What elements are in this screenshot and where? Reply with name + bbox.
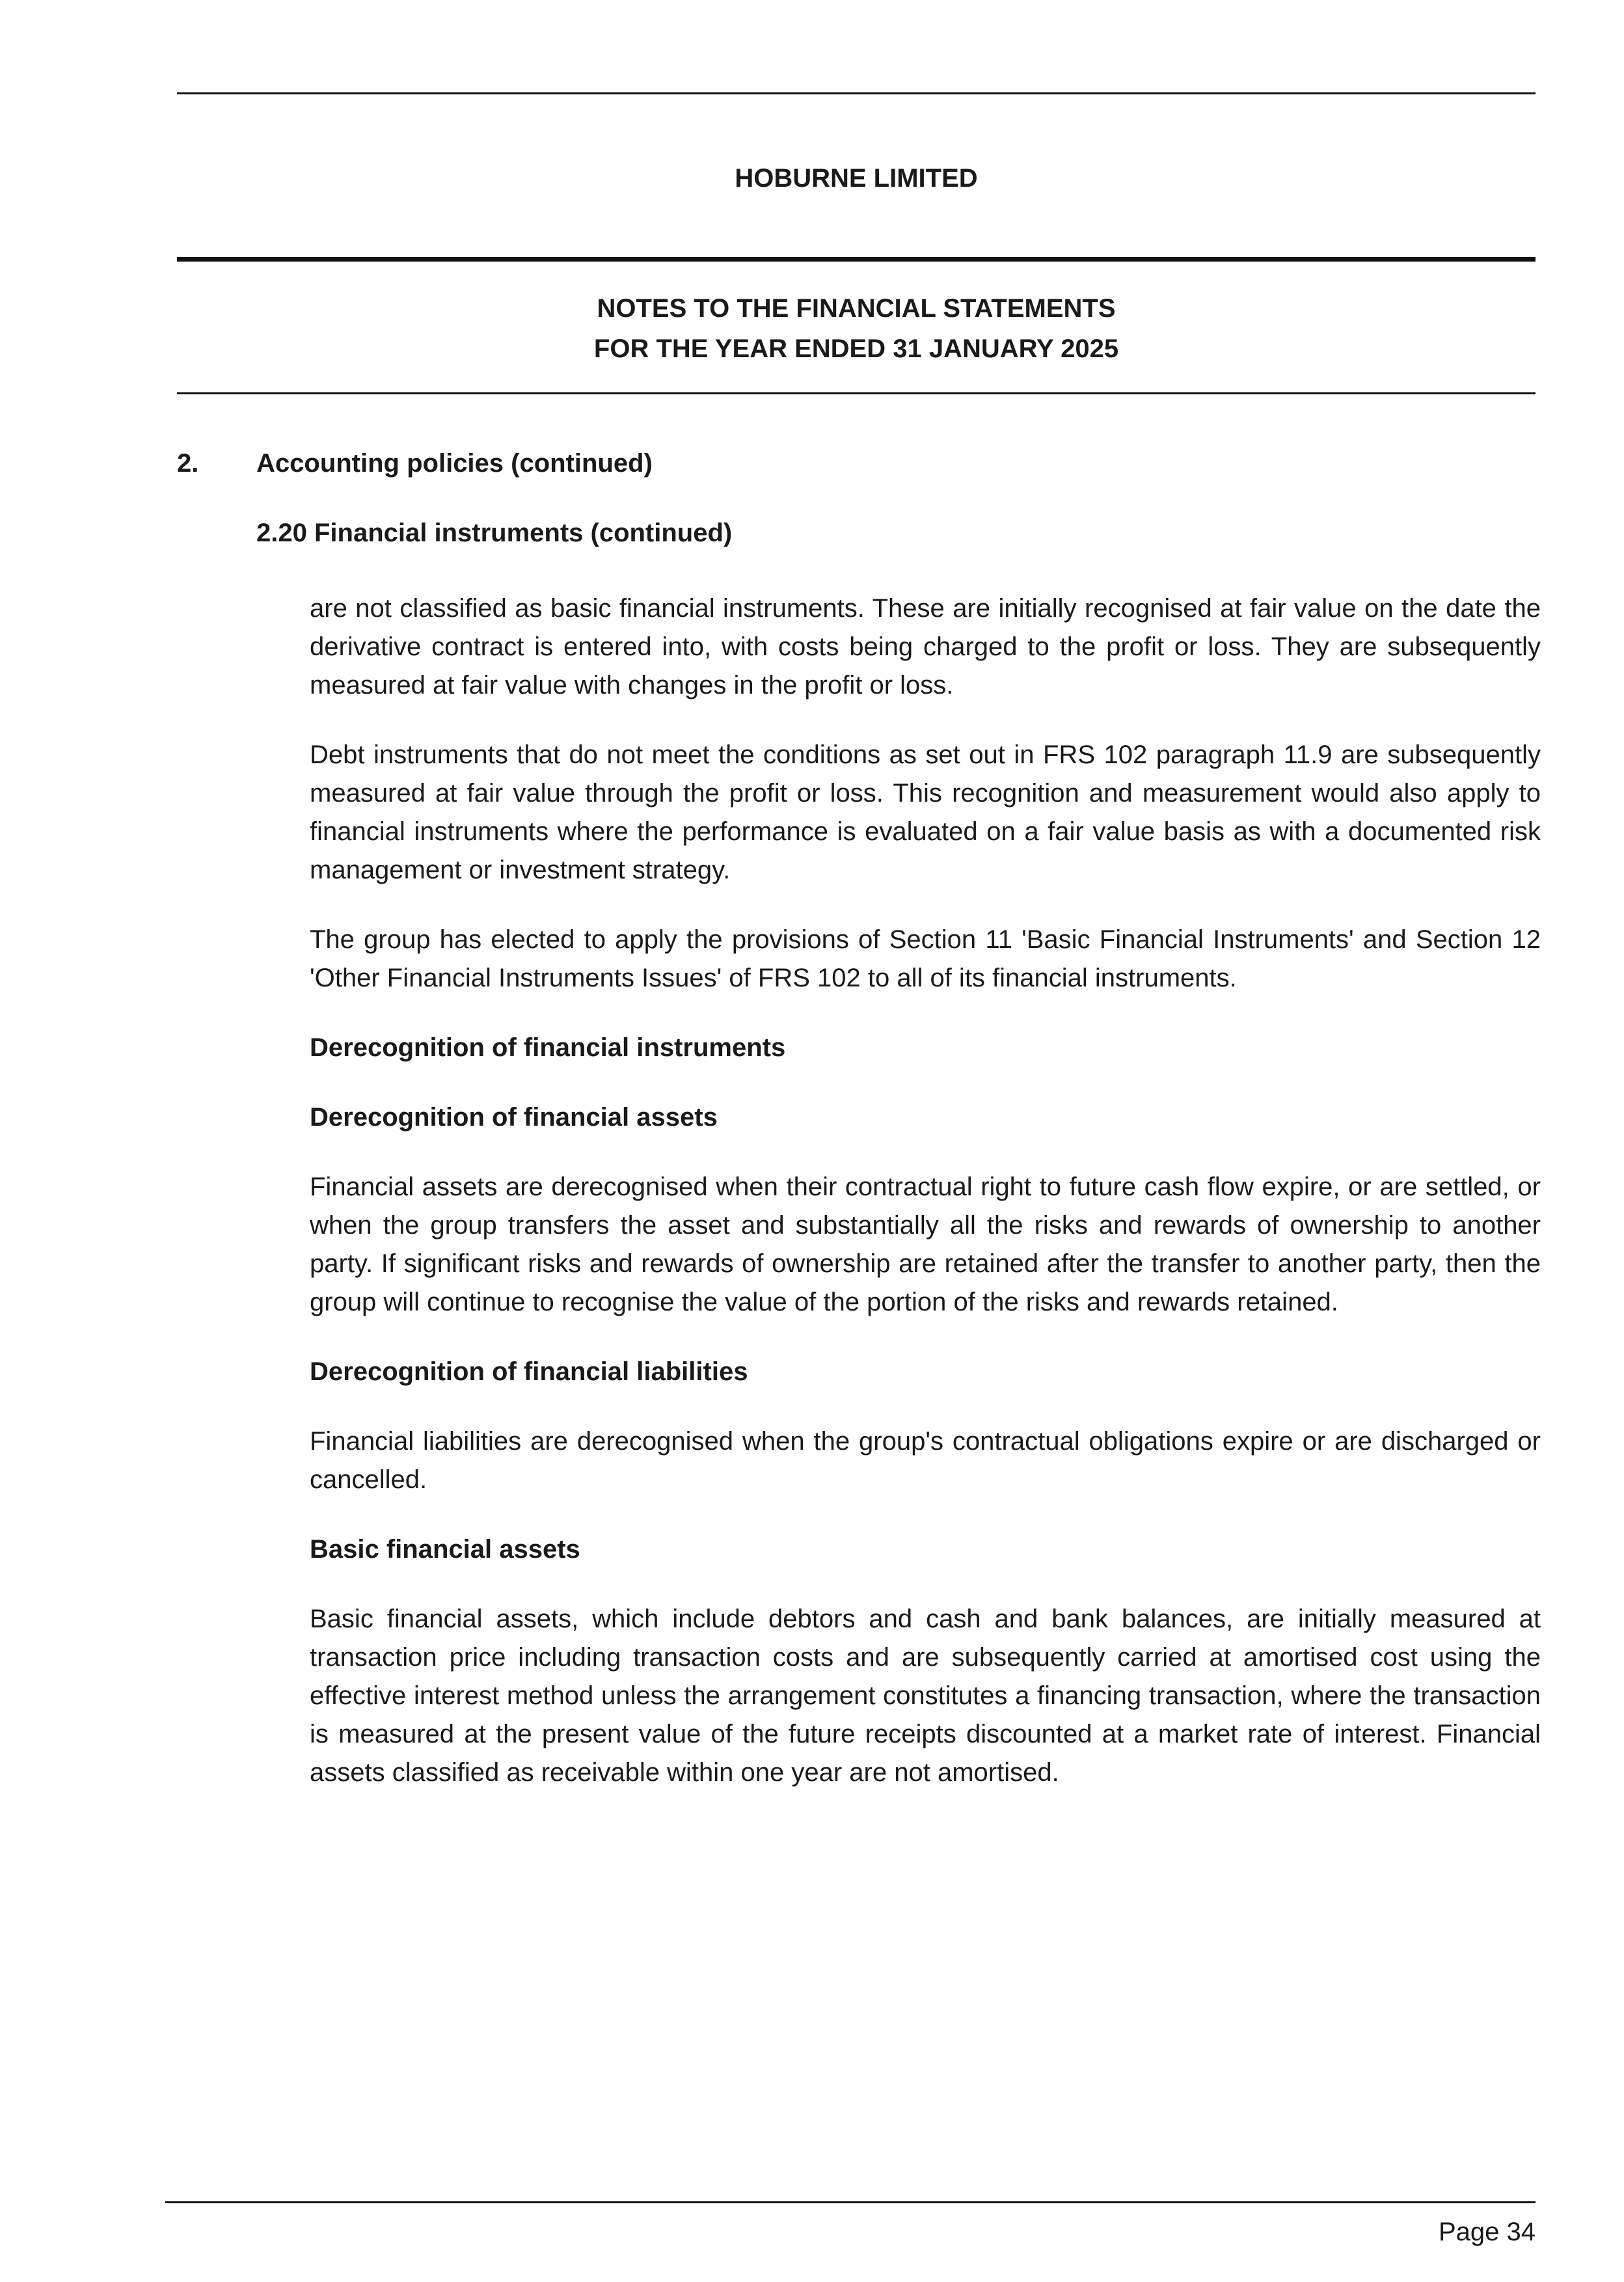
subsection-title: 2.20 Financial instruments (continued) [256, 519, 733, 547]
heading-derecognition-liabilities: Derecognition of financial liabilities [310, 1357, 748, 1386]
notes-body [310, 590, 1541, 1823]
company-name: HOBURNE LIMITED [735, 164, 978, 193]
header-top-rule [177, 92, 1536, 94]
paragraph-frs-102-election: The group has elected to apply the provisions of Section 11 'Basic Financial Instruments' and Section 12 'Other Financial Instruments Issues' of FRS 102 to all of its financial instruments. [310, 925, 1541, 992]
footer-rule [165, 2201, 1536, 2203]
header-bottom-rule [177, 392, 1536, 394]
heading-derecognition-assets: Derecognition of financial assets [310, 1103, 718, 1132]
header-thick-rule [177, 257, 1536, 262]
paragraph-derecognition-assets: Financial assets are derecognised when their contractual right to future cash flow expire, or are settled, or when the group transfers the asset and substantially all the risks and rewards of ownership to another party. If significant risks and rewards of ownership are retained after the transfer to another party, then the group will continue to recognise the value of the portion of the risks and rewards retained. [310, 1173, 1541, 1316]
notes-title: NOTES TO THE FINANCIAL STATEMENTS [597, 294, 1116, 323]
heading-derecognition-instruments: Derecognition of financial instruments [310, 1033, 786, 1062]
heading-basic-financial-assets: Basic financial assets [310, 1535, 580, 1564]
paragraph-derecognition-liabilities: Financial liabilities are derecognised when the group's contractual obligations expire or are discharged or cancelled. [310, 1427, 1541, 1494]
paragraph-basic-financial-assets: Basic financial assets, which include debtors and cash and bank balances, are initially measured at transaction price including transaction costs and are subsequently carried at amortised cost using the effective interest method unless the arrangement constitutes a financing transaction, where the transaction is measured at the present value of the future receipts discounted at a market rate of interest. Financial assets classified as receivable within one year are not amortised. [310, 1605, 1541, 1787]
paragraph-debt-instruments: Debt instruments that do not meet the conditions as set out in FRS 102 paragraph 11.9 are subsequently measured at fair value through the profit or loss. This recognition and measurement would also apply to financial instruments where the performance is evaluated on a fair value basis as with a documented risk management or investment strategy. [310, 740, 1541, 884]
period-title: FOR THE YEAR ENDED 31 JANUARY 2025 [593, 334, 1119, 363]
section-title: Accounting policies (continued) [256, 449, 653, 478]
page-number: Page 34 [1438, 2218, 1536, 2246]
section-number: 2. [177, 449, 199, 478]
paragraph-derivatives: are not classified as basic financial instruments. These are initially recognised at fair value on the date the derivative contract is entered into, with costs being charged to the profit or loss. They are subsequently measured at fair value with changes in the profit or loss. [310, 594, 1541, 700]
